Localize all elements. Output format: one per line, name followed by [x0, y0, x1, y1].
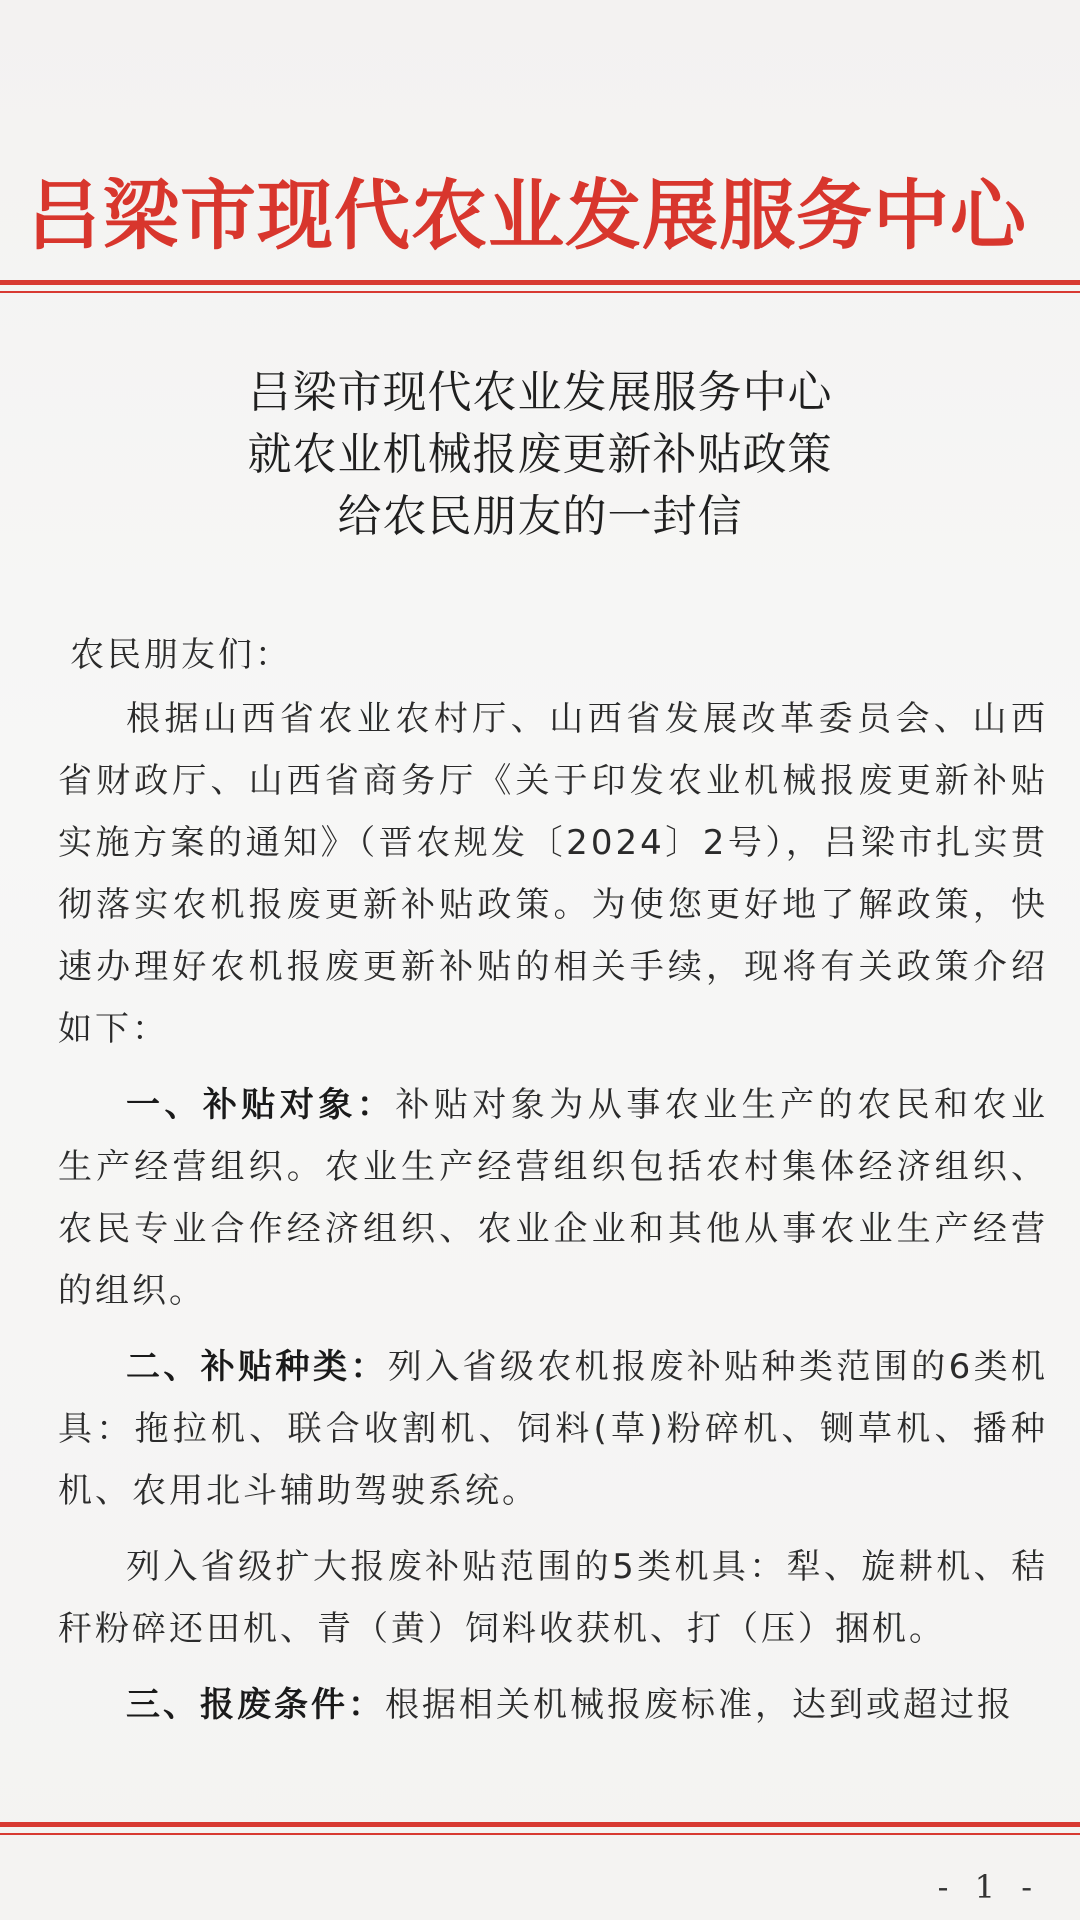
section-heading: 一、补贴对象：: [126, 1085, 396, 1125]
section-heading: 二、补贴种类：: [126, 1347, 388, 1387]
title-line-2: 就农业机械报废更新补贴政策: [247, 429, 833, 480]
section-subsidy-target: [58, 1074, 1048, 1322]
section-text: 列入省级农机报废补贴种类范围的6类机具：拖拉机、联合收割机、饲料(草)粉碎机、铡草机、播种机、农用北斗辅助驾驶系统。: [58, 1347, 1048, 1511]
letterhead-red-rule: [0, 280, 1080, 285]
section-text: 根据相关机械报废标准，达到或超过报: [385, 1685, 1014, 1725]
letterhead-title: 吕梁市现代农业发展服务中心: [26, 171, 1027, 260]
salutation: 农民朋友们：: [70, 635, 292, 675]
letter-body: [58, 624, 1048, 1750]
title-line-1: 吕梁市现代农业发展服务中心: [247, 367, 833, 418]
section-subsidy-types: [58, 1336, 1048, 1522]
footer-red-rule: [0, 1822, 1080, 1827]
letterhead-red-thin-rule: [0, 291, 1080, 293]
section-text: 列入省级扩大报废补贴范围的5类机具：犁、旋耕机、秸秆粉碎还田机、青（黄）饲料收获机、打（压）捆机。: [58, 1547, 1048, 1649]
page-number: - 1 -: [937, 1868, 1040, 1906]
document-title: [0, 362, 1080, 548]
section-scrap-conditions: [58, 1674, 1048, 1736]
footer-red-thin-rule: [0, 1833, 1080, 1835]
section-expanded-types: [58, 1536, 1048, 1660]
intro-paragraph: 根据山西省农业农村厅、山西省发展改革委员会、山西省财政厅、山西省商务厅《关于印发农业机械报废更新补贴实施方案的通知》（晋农规发〔2024〕2号），吕梁市扎实贯彻落实农机报废更新补贴政策。为使您更好地了解政策，快速办理好农机报废更新补贴的相关手续，现将有关政策介绍如下：: [58, 699, 1048, 1049]
title-line-3: 给农民朋友的一封信: [337, 491, 743, 542]
section-heading: 三、报废条件：: [126, 1685, 385, 1725]
section-text: 补贴对象为从事农业生产的农民和农业生产经营组织。农业生产经营组织包括农村集体经济组织、农民专业合作经济组织、农业企业和其他从事农业生产经营的组织。: [58, 1085, 1049, 1311]
